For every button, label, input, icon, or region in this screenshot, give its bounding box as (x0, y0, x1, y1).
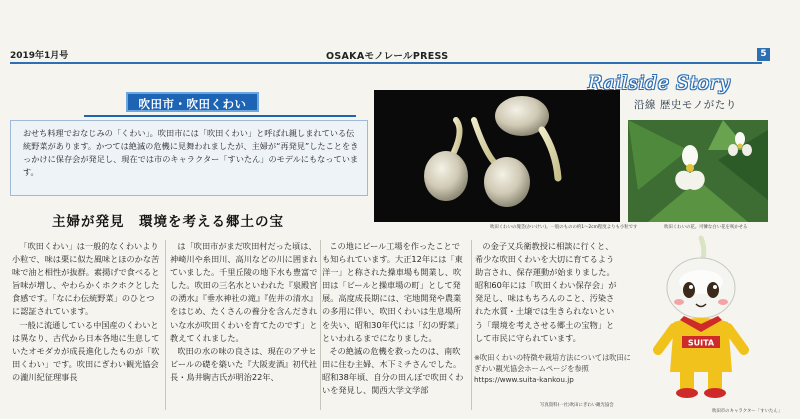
photo-credit: 写真資料(一社)吹田にぎわい観光協会 (540, 403, 614, 408)
kuwai-bulbs-photo (374, 90, 620, 222)
footnote (474, 352, 634, 385)
footnote-text: ※吹田くわいの特徴や栽培方法については吹田にぎわい観光協会ホームページを参照 (474, 353, 631, 373)
paragraph: の金子又兵衛教授に相談に行くと、希少な吹田くわいを大切に育てるよう助言され、保存運動が始まりました。昭和60年には「吹田くわい保存会」が発足し、味はもちろんのこと、汚染された水質・土壌では生きられないという「環境を考えさせる郷土の宝物」として市民に守られています。 (475, 241, 617, 343)
kuwai-flower-image (628, 120, 768, 222)
mascot-caption: 吹田市のキャラクター「すいたん」 (712, 409, 783, 414)
paragraph: 吹田の水の味の良さは、現在のアサヒビールの礎を築いた『大阪麦酒』初代社長・鳥井駒吉氏が明治22年、 (170, 345, 317, 382)
article-headline: 主婦が発見 環境を考える郷土の宝 (52, 214, 284, 230)
column-divider (320, 240, 321, 410)
intro-box: おせち料理でおなじみの「くわい」。吹田市には「吹田くわい」と呼ばれ親しまれている伝統野菜があります。かつては絶滅の危機に見舞われましたが、主婦が“再発見”したことをきっかけに保存会が発足し、現在では市のキャラクター「すいたん」のモデルにもなっています。 (10, 120, 368, 196)
body-column-4 (475, 240, 617, 350)
paragraph: は「吹田市がまだ吹田村だった頃は、神崎川や糸田川、高川などの川に囲まれていました。千里丘陵の地下水も豊富でした。吹田の三名水といわれた『泉殿宮の湧水』『垂水神社の滝』『佐井の清水』をはじめ、たくさんの養分を含んだきれいな水が吹田くわいを育てたのです」と教えてくれました。 (170, 241, 318, 343)
paragraph: その絶滅の危機を救ったのは、南吹田に住む主婦、木下ミチさんでした。昭和38年頃、自分の田んぼで吹田くわいを発見し、関西大学文学部 (322, 345, 464, 396)
body-column-3 (322, 240, 468, 416)
article-badge: 吹田市・吹田くわい (126, 92, 259, 112)
footnote-url[interactable]: https://www.suita-kankou.jp (474, 375, 574, 384)
column-divider (471, 240, 472, 410)
series-logo (588, 72, 770, 118)
body-column-1 (12, 240, 162, 416)
issue-date: 2019年1月号 (10, 51, 69, 61)
badge-rule (84, 115, 356, 117)
paragraph: この地にビール工場を作ったことでも知られています。大正12年には「東洋一」と称された操車場も開業し、吹田は「ビールと操車場の町」として発展。高度成長期には、宅地開発や農業の多用に伴い、吹田くわいは生息場所を失い、昭和30年代には「幻の野菜」といわれるまでになりました。 (322, 241, 464, 343)
bulbs-caption: 吹田くわいの塊茎(かいけい)。一般のものの約1〜2cm程度よりも小粒です (490, 225, 638, 230)
page-number: 5 (757, 48, 770, 61)
paragraph: 一般に流通している中国産のくわいとは異なり、古代から日本各地に生息していたオモダカが成長進化したものが「吹田くわい」です。吹田にぎわい観光協会の瀧川紀征理事長 (12, 319, 160, 382)
kuwai-flower-photo (628, 120, 768, 222)
flower-caption: 吹田くわいの花。可憐な白い花を咲かせる (664, 225, 748, 230)
column-divider (165, 240, 166, 410)
mascot-label: SUITA (687, 338, 715, 348)
body-column-2 (170, 240, 318, 416)
suitan-mascot (646, 232, 756, 402)
header-rule (10, 62, 762, 64)
suitan-mascot-image (646, 232, 756, 402)
series-title-jp: 沿線 歴史モノがたり (634, 99, 737, 111)
series-title-en: Railside Story (588, 72, 731, 94)
kuwai-bulbs-image (374, 90, 620, 222)
paper-title: OSAKAモノレールPRESS (326, 51, 449, 62)
paragraph: 「吹田くわい」は一般的なくわいより小粒で、味は栗に似た風味とほのかな苦味で油と相性が抜群。素揚げで食べると旨味が増し、やわらかくホクホクとした食感です。「なにわ伝統野菜」のひとつに認証されています。 (12, 241, 160, 317)
